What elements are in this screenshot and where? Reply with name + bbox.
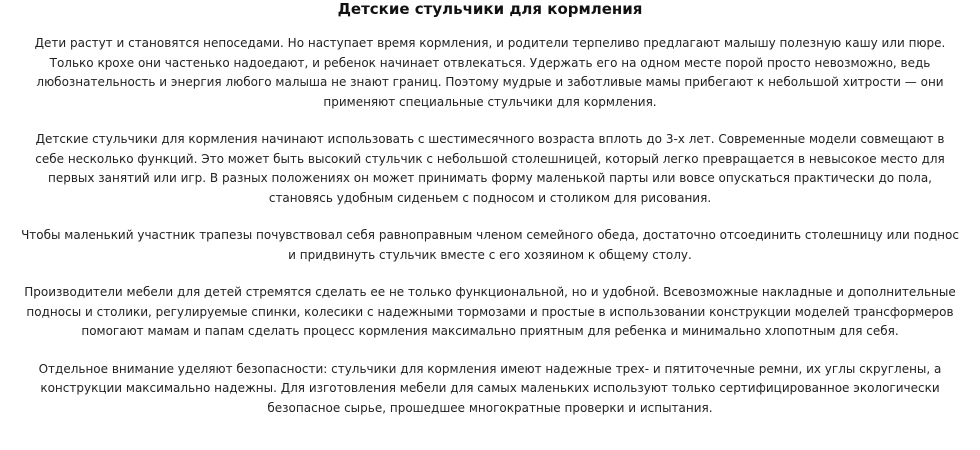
- article-paragraph-4: Производители мебели для детей стремятся сделать ее не только функциональной, но и удобной. Всевозможные накладные и дополнительные подносы и столики, регулируемые спинки, колесики с надежными тормозами и простые в использовании конструкции моделей трансформеров помогают мамам и папам сделать процесс кормления максимально приятным для ребенка и минимально хлопотным для себя.: [24, 285, 956, 338]
- article-page: [10, 0, 970, 418]
- article-body: [20, 34, 960, 418]
- article-paragraph-5: Отдельное внимание уделяют безопасности: стульчики для кормления имеют надежные трех- и пятиточечные ремни, их углы скруглены, а конструкции максимально надежны. Для изготовления мебели для самых маленьких используют только сертифицированное экологически безопасное сырье, прошедшее многократные проверки и испытания.: [38, 361, 942, 415]
- article-paragraph-1: Дети растут и становятся непоседами. Но наступает время кормления, и родители терпеливо предлагают малышу полезную кашу или пюре. Только крохе они частенько надоедают, и ребенок начинает отвлекаться. Удержать его на одном месте порой просто невозможно, ведь любознательность и энергия любого малыша не знают границ. Поэтому мудрые и заботливые мамы прибегают к небольшой хитрости — они применяют специальные стульчики для кормления.: [34, 36, 946, 109]
- article-paragraph-3: Чтобы маленький участник трапезы почувствовал себя равноправным членом семейного обеда, достаточно отсоединить столешницу или поднос и придвинуть стульчик вместе с его хозяином к общему столу.: [21, 228, 959, 262]
- article-title: Детские стульчики для кормления: [337, 0, 643, 18]
- article-paragraph-2: Детские стульчики для кормления начинают использовать с шестимесячного возраста вплоть до 3-х лет. Современные модели совмещают в себе несколько функций. Это может быть высокий стульчик с небольшой столешницей, который легко превращается в невысокое место для первых занятий или игр. В разных положениях он может принимать форму маленькой парты или вовсе опускаться практически до пола, становясь удобным сиденьем с подносом и столиком для рисования.: [35, 132, 945, 205]
